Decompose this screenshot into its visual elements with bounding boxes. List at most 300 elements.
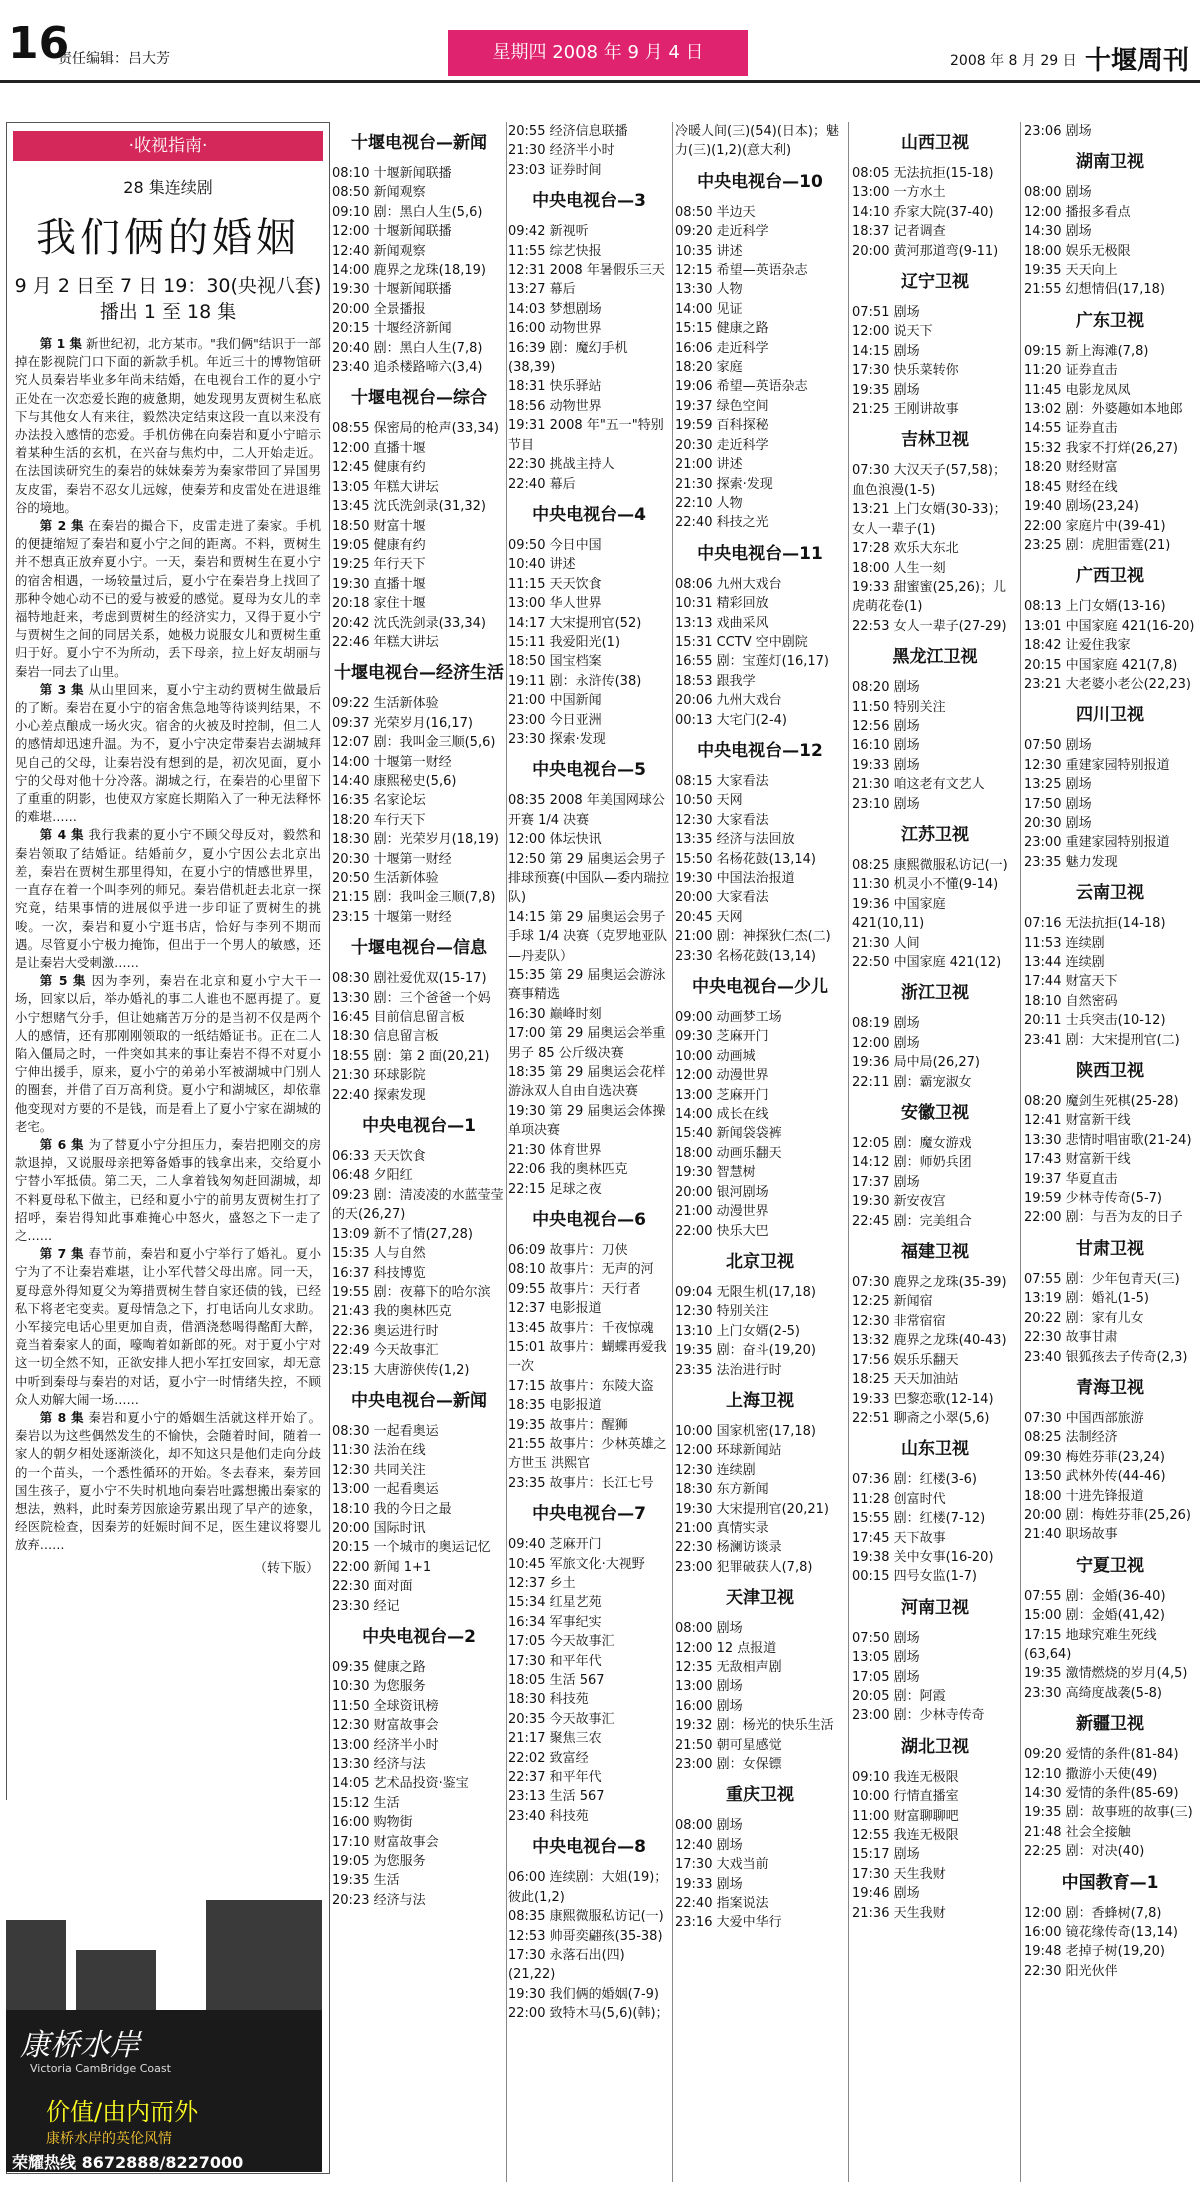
program-listing: 13:01 中国家庭 421(16-20) (1024, 618, 1195, 634)
channel-name: 十堰电视台—经济生活 (334, 663, 504, 684)
program-listing: 17:56 娱乐乐翻天 (852, 1352, 959, 1368)
program-listing: 12:41 财富新干线 (1024, 1113, 1131, 1129)
episode-text: 为了替夏小宁分担压力，秦岩把刚交的房款退掉，又说服母亲把筹备婚事的钱拿出来，交给夏小宁替小军抵债。第二天，二人拿着钱匆匆赶回湖城，却不料夏母私下做主，已经和夏小宁的前男友贾树生打了招呼，秦岩得知此事难掩心中怒火，盛怒之下一走了之…… (15, 1136, 321, 1243)
program-listing: 18:42 让爱住我家 (1024, 638, 1131, 654)
listing-column-2 (508, 122, 670, 2182)
program-listing: 13:35 经济与法回放 (675, 832, 795, 848)
program-listing: 09:35 健康之路 (332, 1660, 426, 1675)
program-listing: 12:07 剧：我叫金三顺(5,6) (332, 735, 496, 751)
program-listing: 08:10 十堰新闻联播 (332, 166, 452, 181)
channel-name: 福建卫视 (901, 1242, 969, 1263)
program-listing: 07:30 中国西部旅游 (1024, 1410, 1144, 1426)
program-listing: 13:30 悲情时唱宙歌(21-24) (1024, 1132, 1192, 1148)
masthead: 十堰周刊 (1085, 46, 1190, 76)
program-listing: 21:30 体育世界 (508, 1142, 602, 1158)
program-listing: 16:39 剧：魔幻手机(38,39) (508, 340, 628, 376)
program-listing: 12:00 剧场 (852, 1035, 920, 1051)
listing-column-3 (675, 122, 845, 2182)
program-listing: 18:31 快乐驿站 (508, 379, 602, 395)
program-listing: 19:38 关中女事(16-20) (852, 1549, 994, 1565)
program-listing: 15:32 我家不打烊(26,27) (1024, 440, 1178, 456)
program-listing: 12:00 动漫世界 (675, 1068, 769, 1084)
program-listing: 08:20 剧场 (852, 680, 920, 696)
channel-name: 湖北卫视 (901, 1736, 969, 1757)
program-listing: 17:37 剧场 (852, 1174, 920, 1190)
program-listing: 13:44 连续剧 (1024, 955, 1105, 970)
program-listing: 07:55 剧：金婚(36-40) (1024, 1588, 1166, 1604)
program-listing: 22:06 我的奥林匹克 (508, 1162, 628, 1178)
program-listing: 21:00 讲述 (675, 457, 743, 473)
program-listing: 18:30 信息留言板 (332, 1029, 439, 1045)
program-listing: 14:00 十堰第一财经 (332, 754, 452, 770)
program-listing: 19:35 剧场 (852, 382, 920, 398)
program-listing: 19:30 中国法治报道 (675, 871, 795, 886)
channel-name: 江苏卫视 (901, 824, 969, 845)
program-listing: 14:00 鹿界之龙珠(18,19) (332, 263, 486, 279)
program-listing: 13:45 故事片：千夜惊魂 (508, 1320, 654, 1336)
program-listing: 19:33 剧场 (852, 757, 920, 773)
program-listing: 21:17 聚焦三农 (508, 1731, 602, 1747)
episode-text: 春节前，秦岩和夏小宁举行了婚礼。夏小宁为了不让秦岩难堪，让小军代替父母出席。同一天，夏母意外得知夏父为筹措贾树生替自家还债的钱，已经私下将老宅变卖。夏母情急之下，打电话向儿女求助。小军接完电话心里更加自责，借酒浇愁喝得酩酊大醉，竟当着秦家人的面，嚎啕着如新郎的死。对于夏小宁对这一切全然不知，正欲安排人把小军扛安回家，却无意中听到秦母与秦岩的对话，夏小宁一时情绪失控，不顾众人劝解大闹一场…… (15, 1246, 321, 1407)
program-listing: 00:13 大宅门(2-4) (675, 712, 787, 728)
program-listing: 06:48 夕阳红 (332, 1168, 413, 1184)
channel-name: 十堰电视台—信息 (351, 938, 487, 959)
channel-name: 中央电视台—4 (532, 504, 646, 525)
episode-text: 秦岩和夏小宁的婚姻生活就这样开始了。秦岩以为这些偶然发生的不愉快，会随着时间，随着一家人的朝夕相处逐渐淡化，却不知这只是他们走向分歧的一个苗头，一个悉性循环的开始。冬去春来，秦芳回国生孩子，夏小宁不失时机地向秦岩吐露想搬出秦家的想法，熟料，此时秦芳因旅途劳累出现了早产的迹象，经医院检查，因秦芳的妊娠时间不足，医生建议将婴儿放弃…… (15, 1409, 321, 1553)
channel-name: 河南卫视 (901, 1597, 969, 1618)
program-listing: 20:06 九州大戏台 (675, 693, 782, 709)
program-listing: 13:30 人物 (675, 282, 743, 298)
program-listing: 10:00 国家机密(17,18) (675, 1423, 816, 1439)
channel-section (1024, 1555, 1196, 1703)
program-listing: 19:30 第 29 届奥运会体操单项决赛 (508, 1103, 666, 1139)
program-listing: 11:50 特别关注 (852, 699, 946, 715)
channel-section (332, 937, 506, 1105)
program-listing: 09:23 剧：清凌凌的水蓝莹莹的天(26,27) (332, 1187, 504, 1223)
program-listing: 10:50 天网 (675, 793, 743, 809)
program-listing: 18:00 人生一刻 (852, 560, 946, 576)
program-listing: 12:50 第 29 届奥运会男子排球预赛(中国队—委内瑞拉队) (508, 851, 670, 906)
program-listing: 11:45 电影龙凤凤 (1024, 382, 1131, 398)
program-listing: 15:15 健康之路 (675, 321, 769, 337)
program-listing: 12:55 我连无极限 (852, 1828, 959, 1843)
program-listing: 08:35 2008 年美国网球公开赛 1/4 决赛 (508, 793, 665, 828)
program-listing: 12:40 新闻观察 (332, 243, 426, 259)
program-listing: 14:00 成长在线 (675, 1107, 769, 1123)
episode-synopsis (15, 972, 321, 1136)
program-listing: 12:56 剧场 (852, 718, 920, 734)
guide-tag: ·收视指南· (13, 131, 323, 161)
program-listing: 22:00 家庭片中(39-41) (1024, 518, 1166, 534)
program-listing: 22:25 剧：对决(40) (1024, 1844, 1145, 1860)
program-listing: 19:33 甜蜜蜜(25,26)；儿虎萌花卷(1) (852, 579, 1006, 615)
ad-building-shape (6, 1920, 66, 2010)
channel-section (852, 132, 1018, 261)
program-listing: 23:41 剧：大宋提刑官(二) (1024, 1032, 1180, 1048)
program-listing: 09:10 剧：黑白人生(5,6) (332, 204, 483, 220)
program-listing: 18:50 财富十堰 (332, 518, 426, 534)
program-listing: 22:53 女人一辈子(27-29) (852, 618, 1007, 634)
channel-section (332, 662, 506, 927)
program-listing: 18:30 科技苑 (508, 1692, 589, 1708)
episode-synopsis (15, 335, 321, 517)
program-listing: 18:50 国宝档案 (508, 654, 602, 670)
program-listing: 22:36 奥运进行时 (332, 1323, 439, 1339)
program-listing: 10:00 行情直播室 (852, 1789, 959, 1805)
episode-synopsis (15, 1136, 321, 1245)
program-listing: 17:44 财富天下 (1024, 974, 1118, 990)
program-listing: 17:15 故事片：东陵大盗 (508, 1378, 654, 1394)
program-listing: 12:00 环球新闻站 (675, 1443, 782, 1459)
program-listing: 20:23 经济与法 (332, 1892, 426, 1908)
episode-label: 第 5 集 (39, 973, 87, 989)
program-listing: 18:53 跟我学 (675, 673, 756, 689)
channel-section (1024, 1713, 1196, 1861)
program-listing: 14:05 艺术品投资·鉴宝 (332, 1776, 469, 1792)
channel-name: 新疆卫视 (1076, 1714, 1144, 1735)
channel-section (852, 1736, 1018, 1923)
program-listing: 13:32 鹿界之龙珠(40-43) (852, 1333, 1007, 1349)
program-listing: 12:30 特别关注 (675, 1304, 769, 1320)
program-listing: 18:30 剧：光荣岁月(18,19) (332, 832, 499, 848)
program-listing: 12:30 连续剧 (675, 1462, 756, 1478)
header-rule (0, 80, 1200, 83)
program-listing: 17:50 剧场 (1024, 796, 1092, 812)
program-listing: 22:46 年糕大讲坛 (332, 634, 439, 650)
program-listing: 17:30 快乐菜转你 (852, 363, 959, 379)
program-listing: 21:55 故事片：少林英雄之方世玉 洪熙官 (508, 1436, 667, 1472)
program-listing: 14:40 康熙秘史(5,6) (332, 773, 457, 789)
program-listing: 17:28 欢乐大东北 (852, 541, 959, 557)
episode-synopsis (15, 517, 321, 681)
channel-name: 重庆卫视 (726, 1785, 794, 1806)
program-listing: 09:37 光荣岁月(16,17) (332, 715, 473, 731)
program-listing: 13:00 一方水土 (852, 185, 946, 201)
program-listing: 10:35 讲述 (675, 243, 743, 259)
program-listing: 13:30 剧：三个爸爸一个妈 (332, 990, 491, 1006)
program-listing: 14:30 剧场 (1024, 224, 1092, 240)
program-listing: 13:09 新不了情(27,28) (332, 1226, 473, 1242)
program-listing: 18:25 天天加油站 (852, 1372, 959, 1388)
program-listing: 07:16 无法抗拒(14-18) (1024, 916, 1166, 932)
channel-section (675, 543, 845, 730)
channel-name: 十堰电视台—综合 (351, 388, 487, 409)
channel-section (852, 646, 1018, 814)
program-listing: 00:15 四号女监(1-7) (852, 1569, 977, 1585)
channel-section (508, 122, 670, 180)
program-listing: 08:00 剧场 (675, 1621, 743, 1637)
program-listing: 22:11 剧：霸宠淑女 (852, 1074, 972, 1090)
channel-section (508, 759, 670, 1199)
program-listing: 18:20 家庭 (675, 360, 743, 376)
program-listing: 20:22 剧：家有儿女 (1024, 1310, 1144, 1326)
program-listing: 23:15 大唐游侠传(1,2) (332, 1362, 470, 1378)
program-listing: 12:30 共同关注 (332, 1462, 426, 1478)
channel-section (332, 387, 506, 652)
program-listing: 21:30 经济半小时 (508, 143, 615, 159)
episode-label: 第 3 集 (39, 681, 85, 697)
page-header (0, 0, 1200, 80)
channel-name: 中央电视台—8 (532, 1837, 646, 1858)
program-listing: 12:30 重建家园特别报道 (1024, 757, 1170, 773)
program-listing: 06:09 故事片：刀侠 (508, 1242, 628, 1258)
channel-name: 中央电视台—2 (362, 1627, 476, 1647)
program-listing: 22:40 科技之光 (675, 515, 769, 531)
program-listing: 20:00 大家看法 (675, 890, 769, 906)
program-listing: 13:00 芝麻开门 (675, 1087, 769, 1103)
program-listing: 22:30 阳光伙伴 (1024, 1963, 1118, 1979)
program-listing: 09:00 动画梦工场 (675, 1010, 782, 1026)
program-listing: 22:49 今天故事汇 (332, 1343, 439, 1359)
program-listing: 20:50 生活新体验 (332, 871, 439, 886)
program-listing: 08:00 剧场 (675, 1818, 743, 1834)
program-listing: 10:45 军旅文化·大视野 (508, 1556, 645, 1572)
program-listing: 19:05 健康有约 (332, 537, 426, 553)
program-listing: 19:11 剧：永浒传(38) (508, 673, 642, 689)
program-listing: 19:06 希望—英语杂志 (675, 379, 808, 395)
program-listing: 19:35 生活 (332, 1873, 400, 1889)
program-listing: 14:15 第 29 届奥运会男子手球 1/4 决赛（克罗地亚队—丹麦队） (508, 909, 668, 964)
program-listing: 20:30 剧场 (1024, 815, 1092, 831)
program-listing: 08:10 故事片：无声的河 (508, 1262, 654, 1278)
program-listing: 21:30 环球影院 (332, 1068, 426, 1084)
program-listing: 19:40 剧场(23,24) (1024, 499, 1139, 515)
program-listing: 15:12 生活 (332, 1795, 400, 1811)
program-listing: 19:35 激情燃烧的岁月(4,5) (1024, 1666, 1188, 1682)
program-listing: 14:17 大宋提刑官(52) (508, 615, 642, 631)
program-listing: 08:25 法制经济 (1024, 1430, 1118, 1446)
channel-name: 安徽卫视 (901, 1103, 969, 1124)
program-listing: 23:40 银狐孩去子传奇(2,3) (1024, 1349, 1188, 1365)
channel-section (508, 1836, 670, 2023)
program-listing: 18:30 东方新闻 (675, 1482, 769, 1498)
guide-schedule-line2: 播出 1 至 18 集 (99, 301, 237, 323)
program-listing: 18:00 动画乐翻天 (675, 1145, 782, 1161)
program-listing: 20:18 家住十堰 (332, 596, 426, 612)
channel-section (1024, 1060, 1196, 1228)
channel-name: 黑龙江卫视 (892, 647, 978, 668)
channel-name: 天津卫视 (726, 1588, 794, 1609)
episode-label: 第 2 集 (39, 518, 85, 534)
program-listing: 19:30 新安夜宫 (852, 1194, 946, 1210)
program-listing: 20:00 全景播报 (332, 301, 426, 317)
channel-section (508, 1209, 670, 1493)
channel-name: 四川卫视 (1076, 705, 1144, 726)
program-listing: 22:15 足球之夜 (508, 1181, 602, 1197)
program-listing: 17:45 天下故事 (852, 1530, 946, 1546)
program-listing: 21:55 幻想情侣(17,18) (1024, 282, 1165, 298)
program-listing: 17:30 和平年代 (508, 1653, 602, 1669)
program-listing: 09:42 新视听 (508, 224, 589, 240)
program-listing: 19:30 智慧树 (675, 1165, 756, 1181)
episode-label: 第 4 集 (39, 827, 85, 843)
channel-section (675, 122, 845, 161)
program-listing: 19:35 剧：奋斗(19,20) (675, 1343, 816, 1359)
program-listing: 18:45 财经在线 (1024, 479, 1118, 495)
program-listing: 12:00 十堰新闻联播 (332, 224, 452, 240)
program-listing: 19:55 剧：夜幕下的哈尔滨 (332, 1284, 491, 1300)
program-listing: 22:30 面对面 (332, 1579, 413, 1595)
program-listing: 19:31 2008 年"五一"特别节目 (508, 418, 664, 453)
guide-synopsis (15, 335, 321, 1555)
program-listing: 17:10 财富故事会 (332, 1834, 439, 1850)
ad-english-name: Victoria CamBridge Coast (30, 2062, 171, 2075)
program-listing: 12:35 无敌相声剧 (675, 1660, 782, 1675)
program-listing: 18:37 记者调查 (852, 224, 946, 240)
channel-section (852, 982, 1018, 1092)
program-listing: 22:40 幕后 (508, 476, 576, 492)
program-listing: 11:28 创富时代 (852, 1491, 946, 1507)
program-listing: 09:10 我连无极限 (852, 1769, 959, 1785)
channel-name: 广西卫视 (1076, 566, 1144, 587)
program-listing: 08:55 保密局的枪声(33,34) (332, 421, 499, 437)
program-listing: 08:13 上门女婿(13-16) (1024, 599, 1166, 615)
program-listing: 07:30 鹿界之龙珠(35-39) (852, 1275, 1007, 1291)
program-listing: 21:48 社会全接触 (1024, 1824, 1131, 1840)
program-listing: 14:30 爱情的条件(85-69) (1024, 1786, 1179, 1801)
program-listing: 10:00 动画城 (675, 1048, 756, 1064)
program-listing: 19:36 局中局(26,27) (852, 1055, 980, 1071)
channel-section (675, 740, 845, 966)
real-estate-ad (6, 1800, 322, 2172)
program-listing: 19:33 巴黎恋歌(12-14) (852, 1391, 994, 1407)
program-listing: 12:30 财富故事会 (332, 1718, 439, 1734)
program-listing: 07:55 剧：少年包青天(三) (1024, 1271, 1180, 1287)
channel-section (852, 1102, 1018, 1231)
program-listing: 23:16 大爱中华行 (675, 1915, 782, 1931)
program-listing: 21:43 我的奥林匹克 (332, 1304, 452, 1320)
program-listing: 23:30 高绮度战袭(5-8) (1024, 1685, 1162, 1701)
program-listing: 22:40 指案说法 (675, 1896, 769, 1912)
program-listing: 14:00 见证 (675, 301, 743, 317)
program-listing: 11:20 证券直击 (1024, 363, 1118, 379)
channel-name: 北京卫视 (726, 1251, 794, 1272)
program-listing: 13:00 经济半小时 (332, 1737, 439, 1753)
program-listing: 20:05 剧：阿霞 (852, 1688, 946, 1704)
channel-name: 中央电视台—新闻 (351, 1390, 487, 1411)
program-listing: 22:00 新闻 1+1 (332, 1559, 432, 1575)
program-listing: 21:30 咱这老有文艺人 (852, 777, 985, 793)
program-listing: 08:50 新闻观察 (332, 185, 426, 201)
channel-section (1024, 151, 1196, 299)
episode-text: 从山里回来，夏小宁主动约贾树生做最后的了断。秦岩在夏小宁的宿舍焦急地等待谈判结果，不小心差点酿成一场火灾。宿舍的火被及时控制，但二人的感情却迅速升温。为不，夏小宁决定带秦岩去湖城拜见自己的父母，让秦岩没有想到的是，初次见面，夏小宁的父母对他十分冷落。湖城之行，在秦岩的心里留下了重重的阴影，也使双方家庭长期陷入了一种无法释怀的难堪…… (15, 681, 321, 825)
channel-section (332, 132, 506, 377)
channel-section (675, 1784, 845, 1932)
program-listing: 15:31 CCTV 空中剧院 (675, 634, 808, 650)
program-listing: 18:55 剧：第 2 面(20,21) (332, 1048, 490, 1064)
program-listing: 19:37 绿色空间 (675, 398, 769, 414)
program-listing: 11:30 机灵小不懂(9-14) (852, 877, 999, 893)
program-listing: 22:40 探索发现 (332, 1087, 426, 1103)
channel-section (675, 1587, 845, 1774)
program-listing: 09:20 爱情的条件(81-84) (1024, 1747, 1179, 1763)
program-listing: 15:17 剧场 (852, 1847, 920, 1863)
program-listing: 09:30 梅姓芬菲(23,24) (1024, 1449, 1165, 1465)
channel-name: 浙江卫视 (901, 983, 969, 1004)
ad-hotline: 荣耀热线 8672888/8227000 (12, 2153, 244, 2172)
program-listing: 23:30 经记 (332, 1598, 400, 1614)
program-listing: 12:37 乡土 (508, 1576, 576, 1591)
channel-section (675, 1390, 845, 1577)
episode-synopsis (15, 1245, 321, 1409)
program-listing: 12:40 剧场 (675, 1837, 743, 1853)
program-listing: 10:40 讲述 (508, 557, 576, 573)
program-listing: 12:00 体坛快讯 (508, 832, 602, 848)
episode-text: 新世纪初，北方某市。"我们俩"结识于一部掉在影视院门口下面的新款手机。年近三十的博物馆研究人员秦岩毕业多年尚未结婚，在电视台工作的夏小宁正处在一次恋爱长跑的疲惫期，她发现男友贾树生私底下与其他女人有来往，毅然决定结束这段一直以来没有办法投入感情的恋爱。手机仿佛在向秦岩和夏小宁暗示着某种生活的玄机，在兴奋与焦灼中，二人开始走近。在法国读研究生的秦岩的妹妹秦芳为秦家带回了异国男友皮雷，秦岩不忍女儿远嫁，使秦芳和皮雷处在进退维谷的境地。 (15, 336, 322, 515)
program-listing: 21:00 真情实录 (675, 1520, 769, 1536)
program-listing: 19:46 剧场 (852, 1886, 920, 1902)
program-listing: 15:34 红星艺苑 (508, 1595, 602, 1611)
program-listing: 15:50 名杨花鼓(13,14) (675, 851, 816, 867)
program-listing: 21:00 动漫世界 (675, 1204, 769, 1220)
column-divider (506, 122, 507, 2182)
program-listing: 16:00 镜花缘传奇(13,14) (1024, 1925, 1178, 1941)
program-listing: 13:45 沈氏洗剑录(31,32) (332, 499, 486, 515)
program-listing: 08:20 魔剑生死棋(25-28) (1024, 1094, 1179, 1110)
program-listing: 13:50 武林外传(44-46) (1024, 1469, 1166, 1485)
program-listing: 07:30 大汉天子(57,58)；血色浪漫(1-5) (852, 463, 1006, 498)
program-listing: 19:30 大宋提刑官(20,21) (675, 1501, 829, 1517)
episode-synopsis (15, 826, 321, 972)
program-listing: 20:42 沈氏洗剑录(33,34) (332, 615, 486, 631)
channel-name: 十堰电视台—新闻 (351, 133, 487, 153)
program-listing: 22:30 故事甘肃 (1024, 1330, 1118, 1346)
program-listing: 13:25 剧场 (1024, 777, 1092, 793)
program-listing: 12:45 健康有约 (332, 460, 426, 476)
continued-note: （转下版） (253, 1560, 319, 1576)
ad-tagline: 康桥水岸的英伦风情 (46, 2131, 172, 2147)
program-listing: 15:40 新闻袋袋裤 (675, 1126, 782, 1142)
program-listing: 18:05 生活 567 (508, 1673, 605, 1689)
episode-text: 因为李列，秦岩在北京和夏小宁大干一场，回家以后，举办婚礼的事二人谁也不愿再提了。夏小宁想赌气分手，但让她痛苦万分的是当初不仅是两个人的感情，还有那刚刚领取的一纸结婚证书。正在二人陷入僵局之时，一件突如其来的事让秦岩不得不对夏小宁伸出援手，原来，夏小宁的弟弟小军被湖城中门别人的圈套，并借了百万高利贷。夏小宁和湖城区，却依靠他变现对方要的不是钱，而是看上了夏小宁家在湖城的老宅。 (15, 973, 321, 1134)
program-listing: 22:30 挑战主持人 (508, 457, 615, 473)
program-listing: 19:30 我们俩的婚姻(7-9) (508, 1986, 659, 2002)
channel-section (508, 190, 670, 494)
channel-name: 湖南卫视 (1076, 152, 1144, 173)
program-listing: 20:00 黄河那道弯(9-11) (852, 243, 999, 259)
program-listing: 10:31 精彩回放 (675, 596, 769, 612)
program-listing: 13:00 一起看奥运 (332, 1482, 439, 1498)
channel-section (852, 271, 1018, 419)
program-listing: 20:00 银河剧场 (675, 1184, 769, 1200)
program-listing: 13:21 上门女婿(30-33)；女人一辈子(1) (852, 502, 1007, 537)
program-listing: 08:05 无法抗拒(15-18) (852, 166, 994, 181)
program-listing: 18:20 财经财富 (1024, 460, 1118, 476)
episode-text: 在秦岩的撮合下，皮雷走进了秦家。手机的便捷缩短了秦岩和夏小宁之间的距离。不料，贾树生并不想真正放弃夏小宁。一天，秦岩和贾树生在夏小宁的宿舍相遇，一场较量过后，夏小宁在秦岩身上找回了那种令她心动不已的爱与被爱的感觉。夏母为女儿的幸福特地赶来，考虑到贾树生的经济实力，又得于夏小宁与贾树生之间的同居关系，她极力说服女儿和贾树生重归于好。夏小宁不为所动，丢下母亲，拉上好友胡丽与秦岩一同去了山里。 (15, 518, 321, 679)
program-listing: 21:00 剧：神探狄仁杰(二) (675, 929, 831, 945)
program-listing: 15:00 剧：金婚(41,42) (1024, 1608, 1165, 1624)
program-listing: 16:45 目前信息留言板 (332, 1010, 465, 1026)
program-listing: 16:00 动物世界 (508, 321, 602, 337)
program-listing: 22:00 剧：与吾为友的日子 (1024, 1210, 1183, 1226)
program-listing: 19:05 为您服务 (332, 1854, 426, 1870)
program-listing: 20:30 走近科学 (675, 437, 769, 453)
episode-label: 第 8 集 (39, 1409, 85, 1425)
program-listing: 21:30 探索·发现 (675, 476, 773, 492)
program-listing: 12:30 非常宿宿 (852, 1313, 946, 1329)
program-listing: 21:00 中国新闻 (508, 693, 602, 709)
program-listing: 20:55 经济信息联播 (508, 124, 628, 139)
program-listing: 19:48 老掉子树(19,20) (1024, 1944, 1165, 1960)
channel-name: 辽宁卫视 (901, 272, 969, 293)
listing-column-5 (1024, 122, 1196, 2182)
program-listing: 23:00 剧：女保镖 (675, 1757, 782, 1773)
program-listing: 07:51 剧场 (852, 305, 920, 321)
program-listing: 09:04 无限生机(17,18) (675, 1284, 816, 1300)
program-listing: 13:05 年糕大讲坛 (332, 479, 439, 495)
channel-name: 中央电视台—11 (697, 543, 823, 564)
program-listing: 16:55 剧：宝莲灯(16,17) (675, 654, 829, 670)
